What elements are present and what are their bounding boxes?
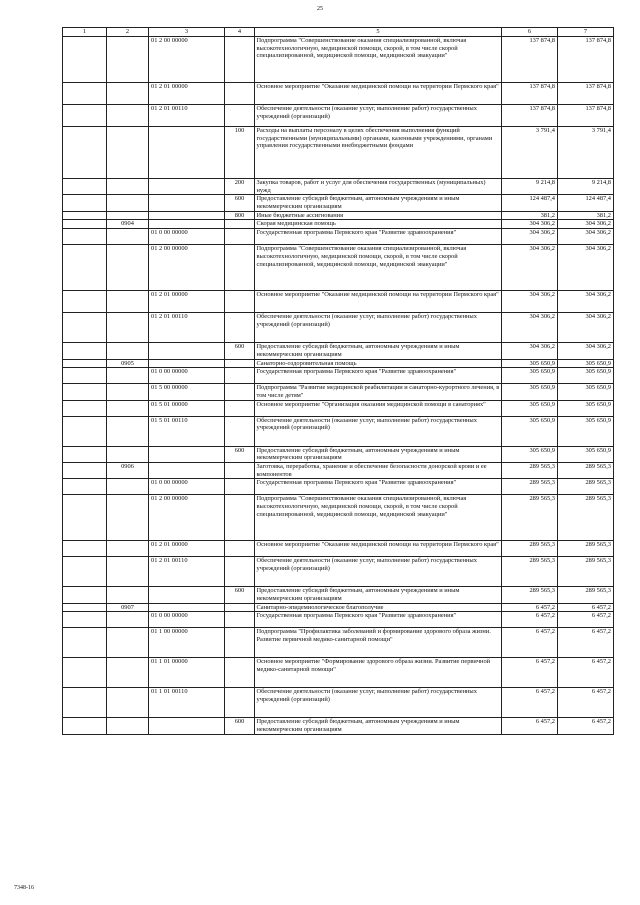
section-cell <box>63 718 107 734</box>
subsection-code <box>107 628 149 658</box>
subsection-code: 0905 <box>107 359 149 368</box>
item-name: Санитарно-эпидемиологическое благополучие <box>255 603 502 612</box>
amount-col7: 304 306,2 <box>558 229 614 245</box>
subsection-code <box>107 495 149 541</box>
item-name: Подпрограмма "Совершенствование оказания специализированной, включая высокотехнологичную, медицинской помощи, скорой, в том числе скорой специализированной, медицинской помощи, медицинской эвакуации" <box>255 495 502 541</box>
subsection-code <box>107 446 149 462</box>
section-cell <box>63 384 107 400</box>
amount-col7: 137 874,8 <box>558 105 614 127</box>
amount-col6: 304 306,2 <box>502 313 558 343</box>
target-article-code: 01 1 01 00000 <box>149 658 225 688</box>
target-article-code: 01 2 01 00110 <box>149 557 225 587</box>
amount-col6: 289 565,3 <box>502 479 558 495</box>
item-name: Обеспечение деятельности (оказание услуг, выполнение работ) государственных учреждений (организаций) <box>255 688 502 718</box>
table-row <box>63 688 614 718</box>
subsection-code <box>107 37 149 83</box>
table-row <box>63 313 614 343</box>
amount-col7: 289 565,3 <box>558 495 614 541</box>
subsection-code <box>107 229 149 245</box>
table-row <box>63 343 614 359</box>
amount-col6: 124 487,4 <box>502 195 558 211</box>
amount-col6: 137 874,8 <box>502 105 558 127</box>
item-name: Расходы на выплаты персоналу в целях обеспечения выполнения функций государственными (муниципальными) органами, казенными учреждениями, органами управления государственными внебюджетными фондами <box>255 127 502 179</box>
table-body <box>63 37 614 735</box>
amount-col7: 137 874,8 <box>558 83 614 105</box>
amount-col7: 304 306,2 <box>558 313 614 343</box>
expense-type-code <box>225 557 255 587</box>
table-row <box>63 368 614 384</box>
item-name: Обеспечение деятельности (оказание услуг, выполнение работ) государственных учреждений (организаций) <box>255 105 502 127</box>
amount-col7: 6 457,2 <box>558 688 614 718</box>
target-article-code <box>149 220 225 229</box>
amount-col7: 137 874,8 <box>558 37 614 83</box>
section-cell <box>63 462 107 478</box>
expense-type-code: 200 <box>225 179 255 195</box>
target-article-code: 01 2 00 00000 <box>149 495 225 541</box>
section-cell <box>63 127 107 179</box>
section-cell <box>63 495 107 541</box>
subsection-code <box>107 688 149 718</box>
amount-col7: 289 565,3 <box>558 479 614 495</box>
section-cell <box>63 313 107 343</box>
subsection-code <box>107 658 149 688</box>
table-row <box>63 612 614 628</box>
table-row <box>63 587 614 603</box>
section-cell <box>63 291 107 313</box>
expense-type-code <box>225 105 255 127</box>
target-article-code <box>149 179 225 195</box>
target-article-code <box>149 462 225 478</box>
amount-col7: 305 650,9 <box>558 400 614 416</box>
table-row <box>63 179 614 195</box>
target-article-code <box>149 587 225 603</box>
table-row <box>63 195 614 211</box>
expense-type-code <box>225 603 255 612</box>
expense-type-code <box>225 495 255 541</box>
item-name: Государственная программа Пермского края "Развитие здравоохранения" <box>255 229 502 245</box>
amount-col6: 6 457,2 <box>502 718 558 734</box>
item-name: Государственная программа Пермского края "Развитие здравоохранения" <box>255 612 502 628</box>
item-name: Основное мероприятие "Оказание медицинской помощи на территории Пермского края" <box>255 541 502 557</box>
amount-col6: 137 874,8 <box>502 83 558 105</box>
expense-type-code <box>225 83 255 105</box>
target-article-code: 01 0 00 00000 <box>149 612 225 628</box>
expense-type-code: 600 <box>225 587 255 603</box>
subsection-code <box>107 195 149 211</box>
expense-type-code: 800 <box>225 211 255 220</box>
subsection-code <box>107 557 149 587</box>
section-cell <box>63 400 107 416</box>
amount-col6: 289 565,3 <box>502 495 558 541</box>
table-row <box>63 462 614 478</box>
target-article-code <box>149 446 225 462</box>
subsection-code <box>107 400 149 416</box>
subsection-code <box>107 211 149 220</box>
subsection-code <box>107 479 149 495</box>
amount-col6: 6 457,2 <box>502 612 558 628</box>
target-article-code: 01 5 01 00000 <box>149 400 225 416</box>
table-row <box>63 37 614 83</box>
table-row <box>63 127 614 179</box>
expense-type-code <box>225 291 255 313</box>
section-cell <box>63 446 107 462</box>
item-name: Государственная программа Пермского края "Развитие здравоохранения" <box>255 368 502 384</box>
target-article-code <box>149 359 225 368</box>
subsection-code <box>107 83 149 105</box>
table-row <box>63 83 614 105</box>
table-row <box>63 229 614 245</box>
item-name: Предоставление субсидий бюджетным, автономным учреждениям и иным некоммерческим организациям <box>255 718 502 734</box>
table-header-row <box>63 28 614 37</box>
subsection-code <box>107 105 149 127</box>
amount-col7: 3 791,4 <box>558 127 614 179</box>
amount-col6: 381,2 <box>502 211 558 220</box>
table-row <box>63 446 614 462</box>
amount-col6: 304 306,2 <box>502 291 558 313</box>
table-row <box>63 211 614 220</box>
table-row <box>63 541 614 557</box>
section-cell <box>63 479 107 495</box>
target-article-code: 01 0 00 00000 <box>149 368 225 384</box>
table-row <box>63 416 614 446</box>
subsection-code <box>107 541 149 557</box>
amount-col7: 304 306,2 <box>558 220 614 229</box>
table-row <box>63 658 614 688</box>
expense-type-code: 600 <box>225 343 255 359</box>
amount-col6: 289 565,3 <box>502 557 558 587</box>
item-name: Предоставление субсидий бюджетным, автономным учреждениям и иным некоммерческим организациям <box>255 587 502 603</box>
subsection-code <box>107 313 149 343</box>
section-cell <box>63 628 107 658</box>
table-row <box>63 105 614 127</box>
amount-col7: 9 214,8 <box>558 179 614 195</box>
item-name: Скорая медицинская помощь <box>255 220 502 229</box>
target-article-code: 01 2 01 00110 <box>149 105 225 127</box>
section-cell <box>63 37 107 83</box>
target-article-code <box>149 195 225 211</box>
amount-col6: 304 306,2 <box>502 229 558 245</box>
amount-col7: 305 650,9 <box>558 416 614 446</box>
amount-col7: 289 565,3 <box>558 557 614 587</box>
expense-type-code <box>225 245 255 291</box>
column-header: 1 <box>63 28 107 37</box>
expense-type-code <box>225 541 255 557</box>
amount-col6: 6 457,2 <box>502 688 558 718</box>
table-row <box>63 628 614 658</box>
section-cell <box>63 245 107 291</box>
target-article-code: 01 2 00 00000 <box>149 245 225 291</box>
subsection-code <box>107 291 149 313</box>
expense-type-code: 600 <box>225 718 255 734</box>
amount-col7: 305 650,9 <box>558 359 614 368</box>
section-cell <box>63 195 107 211</box>
subsection-code <box>107 179 149 195</box>
expense-type-code <box>225 416 255 446</box>
table-row <box>63 384 614 400</box>
expense-type-code <box>225 313 255 343</box>
expense-type-code: 600 <box>225 195 255 211</box>
item-name: Предоставление субсидий бюджетным, автономным учреждениям и иным некоммерческим организациям <box>255 195 502 211</box>
target-article-code <box>149 127 225 179</box>
target-article-code: 01 0 00 00000 <box>149 479 225 495</box>
section-cell <box>63 229 107 245</box>
amount-col7: 6 457,2 <box>558 603 614 612</box>
section-cell <box>63 83 107 105</box>
amount-col7: 304 306,2 <box>558 245 614 291</box>
target-article-code: 01 5 01 00110 <box>149 416 225 446</box>
column-header: 3 <box>149 28 225 37</box>
expense-type-code <box>225 220 255 229</box>
section-cell <box>63 359 107 368</box>
item-name: Основное мероприятие "Оказание медицинской помощи на территории Пермского края" <box>255 83 502 105</box>
amount-col6: 304 306,2 <box>502 245 558 291</box>
table-row <box>63 557 614 587</box>
item-name: Заготовка, переработка, хранение и обеспечение безопасности донорской крови и ее компонентов <box>255 462 502 478</box>
amount-col6: 9 214,8 <box>502 179 558 195</box>
expense-type-code <box>225 479 255 495</box>
item-name: Иные бюджетные ассигнования <box>255 211 502 220</box>
section-cell <box>63 557 107 587</box>
amount-col6: 289 565,3 <box>502 541 558 557</box>
expense-type-code <box>225 368 255 384</box>
expense-type-code <box>225 688 255 718</box>
amount-col6: 289 565,3 <box>502 587 558 603</box>
target-article-code: 01 2 01 00000 <box>149 83 225 105</box>
section-cell <box>63 541 107 557</box>
subsection-code: 0906 <box>107 462 149 478</box>
item-name: Подпрограмма "Профилактика заболеваний и формирование здорового образа жизни. Развитие первичной медико-санитарной помощи" <box>255 628 502 658</box>
section-cell <box>63 211 107 220</box>
item-name: Закупка товаров, работ и услуг для обеспечения государственных (муниципальных) нужд <box>255 179 502 195</box>
budget-table <box>62 27 614 735</box>
target-article-code <box>149 343 225 359</box>
item-name: Подпрограмма "Совершенствование оказания специализированной, включая высокотехнологичную, медицинской помощи, скорой, в том числе скорой специализированной, медицинской помощи, медицинской эвакуации" <box>255 245 502 291</box>
column-header: 6 <box>502 28 558 37</box>
item-name: Подпрограмма "Развитие медицинской реабилитации и санаторно-курортного лечения, в том числе детям" <box>255 384 502 400</box>
table-row <box>63 495 614 541</box>
subsection-code: 0904 <box>107 220 149 229</box>
amount-col7: 381,2 <box>558 211 614 220</box>
item-name: Обеспечение деятельности (оказание услуг, выполнение работ) государственных учреждений (организаций) <box>255 313 502 343</box>
document-code: 7348-16 <box>14 885 34 891</box>
amount-col7: 6 457,2 <box>558 658 614 688</box>
section-cell <box>63 688 107 718</box>
section-cell <box>63 220 107 229</box>
subsection-code <box>107 587 149 603</box>
amount-col7: 6 457,2 <box>558 612 614 628</box>
table-row <box>63 603 614 612</box>
target-article-code <box>149 603 225 612</box>
column-header: 2 <box>107 28 149 37</box>
subsection-code <box>107 368 149 384</box>
item-name: Обеспечение деятельности (оказание услуг, выполнение работ) государственных учреждений (организаций) <box>255 416 502 446</box>
expense-type-code <box>225 384 255 400</box>
item-name: Основное мероприятие "Организация оказания медицинской помощи в санаториях" <box>255 400 502 416</box>
column-header: 7 <box>558 28 614 37</box>
target-article-code: 01 1 00 00000 <box>149 628 225 658</box>
amount-col7: 305 650,9 <box>558 384 614 400</box>
item-name: Государственная программа Пермского края "Развитие здравоохранения" <box>255 479 502 495</box>
expense-type-code <box>225 658 255 688</box>
subsection-code <box>107 245 149 291</box>
target-article-code <box>149 718 225 734</box>
subsection-code: 0907 <box>107 603 149 612</box>
table-row <box>63 718 614 734</box>
column-header: 4 <box>225 28 255 37</box>
amount-col6: 305 650,9 <box>502 384 558 400</box>
page-number: 25 <box>317 6 323 12</box>
target-article-code: 01 2 00 00000 <box>149 37 225 83</box>
section-cell <box>63 587 107 603</box>
amount-col6: 305 650,9 <box>502 400 558 416</box>
amount-col7: 289 565,3 <box>558 541 614 557</box>
target-article-code: 01 2 01 00110 <box>149 313 225 343</box>
table-row <box>63 220 614 229</box>
amount-col7: 6 457,2 <box>558 718 614 734</box>
amount-col7: 305 650,9 <box>558 368 614 384</box>
column-header: 5 <box>255 28 502 37</box>
amount-col7: 289 565,3 <box>558 587 614 603</box>
amount-col6: 6 457,2 <box>502 603 558 612</box>
section-cell <box>63 603 107 612</box>
section-cell <box>63 658 107 688</box>
target-article-code: 01 0 00 00000 <box>149 229 225 245</box>
section-cell <box>63 343 107 359</box>
expense-type-code: 100 <box>225 127 255 179</box>
subsection-code <box>107 416 149 446</box>
expense-type-code <box>225 400 255 416</box>
amount-col7: 305 650,9 <box>558 446 614 462</box>
subsection-code <box>107 718 149 734</box>
expense-type-code <box>225 612 255 628</box>
section-cell <box>63 612 107 628</box>
amount-col6: 305 650,9 <box>502 368 558 384</box>
amount-col6: 305 650,9 <box>502 416 558 446</box>
target-article-code: 01 1 01 00110 <box>149 688 225 718</box>
expense-type-code <box>225 462 255 478</box>
expense-type-code: 600 <box>225 446 255 462</box>
expense-type-code <box>225 359 255 368</box>
item-name: Основное мероприятие "Формирование здорового образа жизни. Развитие первичной медико-санитарной помощи" <box>255 658 502 688</box>
item-name: Предоставление субсидий бюджетным, автономным учреждениям и иным некоммерческим организациям <box>255 343 502 359</box>
item-name: Предоставление субсидий бюджетным, автономным учреждениям и иным некоммерческим организациям <box>255 446 502 462</box>
table-row <box>63 359 614 368</box>
amount-col7: 124 487,4 <box>558 195 614 211</box>
item-name: Основное мероприятие "Оказание медицинской помощи на территории Пермского края" <box>255 291 502 313</box>
expense-type-code <box>225 229 255 245</box>
table-row <box>63 400 614 416</box>
amount-col6: 3 791,4 <box>502 127 558 179</box>
amount-col6: 289 565,3 <box>502 462 558 478</box>
amount-col6: 304 306,2 <box>502 343 558 359</box>
amount-col6: 137 874,8 <box>502 37 558 83</box>
subsection-code <box>107 384 149 400</box>
item-name: Санаторно-оздоровительная помощь <box>255 359 502 368</box>
amount-col6: 305 650,9 <box>502 359 558 368</box>
amount-col6: 305 650,9 <box>502 446 558 462</box>
expense-type-code <box>225 37 255 83</box>
subsection-code <box>107 343 149 359</box>
section-cell <box>63 105 107 127</box>
amount-col6: 6 457,2 <box>502 658 558 688</box>
item-name: Подпрограмма "Совершенствование оказания специализированной, включая высокотехнологичную, медицинской помощи, скорой, в том числе скорой специализированной, медицинской помощи, медицинской эвакуации" <box>255 37 502 83</box>
target-article-code <box>149 211 225 220</box>
amount-col6: 6 457,2 <box>502 628 558 658</box>
table-row <box>63 245 614 291</box>
target-article-code: 01 5 00 00000 <box>149 384 225 400</box>
expense-type-code <box>225 628 255 658</box>
item-name: Обеспечение деятельности (оказание услуг, выполнение работ) государственных учреждений (организаций) <box>255 557 502 587</box>
amount-col7: 304 306,2 <box>558 343 614 359</box>
table-row <box>63 291 614 313</box>
amount-col7: 289 565,3 <box>558 462 614 478</box>
section-cell <box>63 368 107 384</box>
subsection-code <box>107 612 149 628</box>
target-article-code: 01 2 01 00000 <box>149 541 225 557</box>
section-cell <box>63 179 107 195</box>
table-row <box>63 479 614 495</box>
amount-col7: 6 457,2 <box>558 628 614 658</box>
section-cell <box>63 416 107 446</box>
amount-col6: 304 306,2 <box>502 220 558 229</box>
target-article-code: 01 2 01 00000 <box>149 291 225 313</box>
amount-col7: 304 306,2 <box>558 291 614 313</box>
subsection-code <box>107 127 149 179</box>
